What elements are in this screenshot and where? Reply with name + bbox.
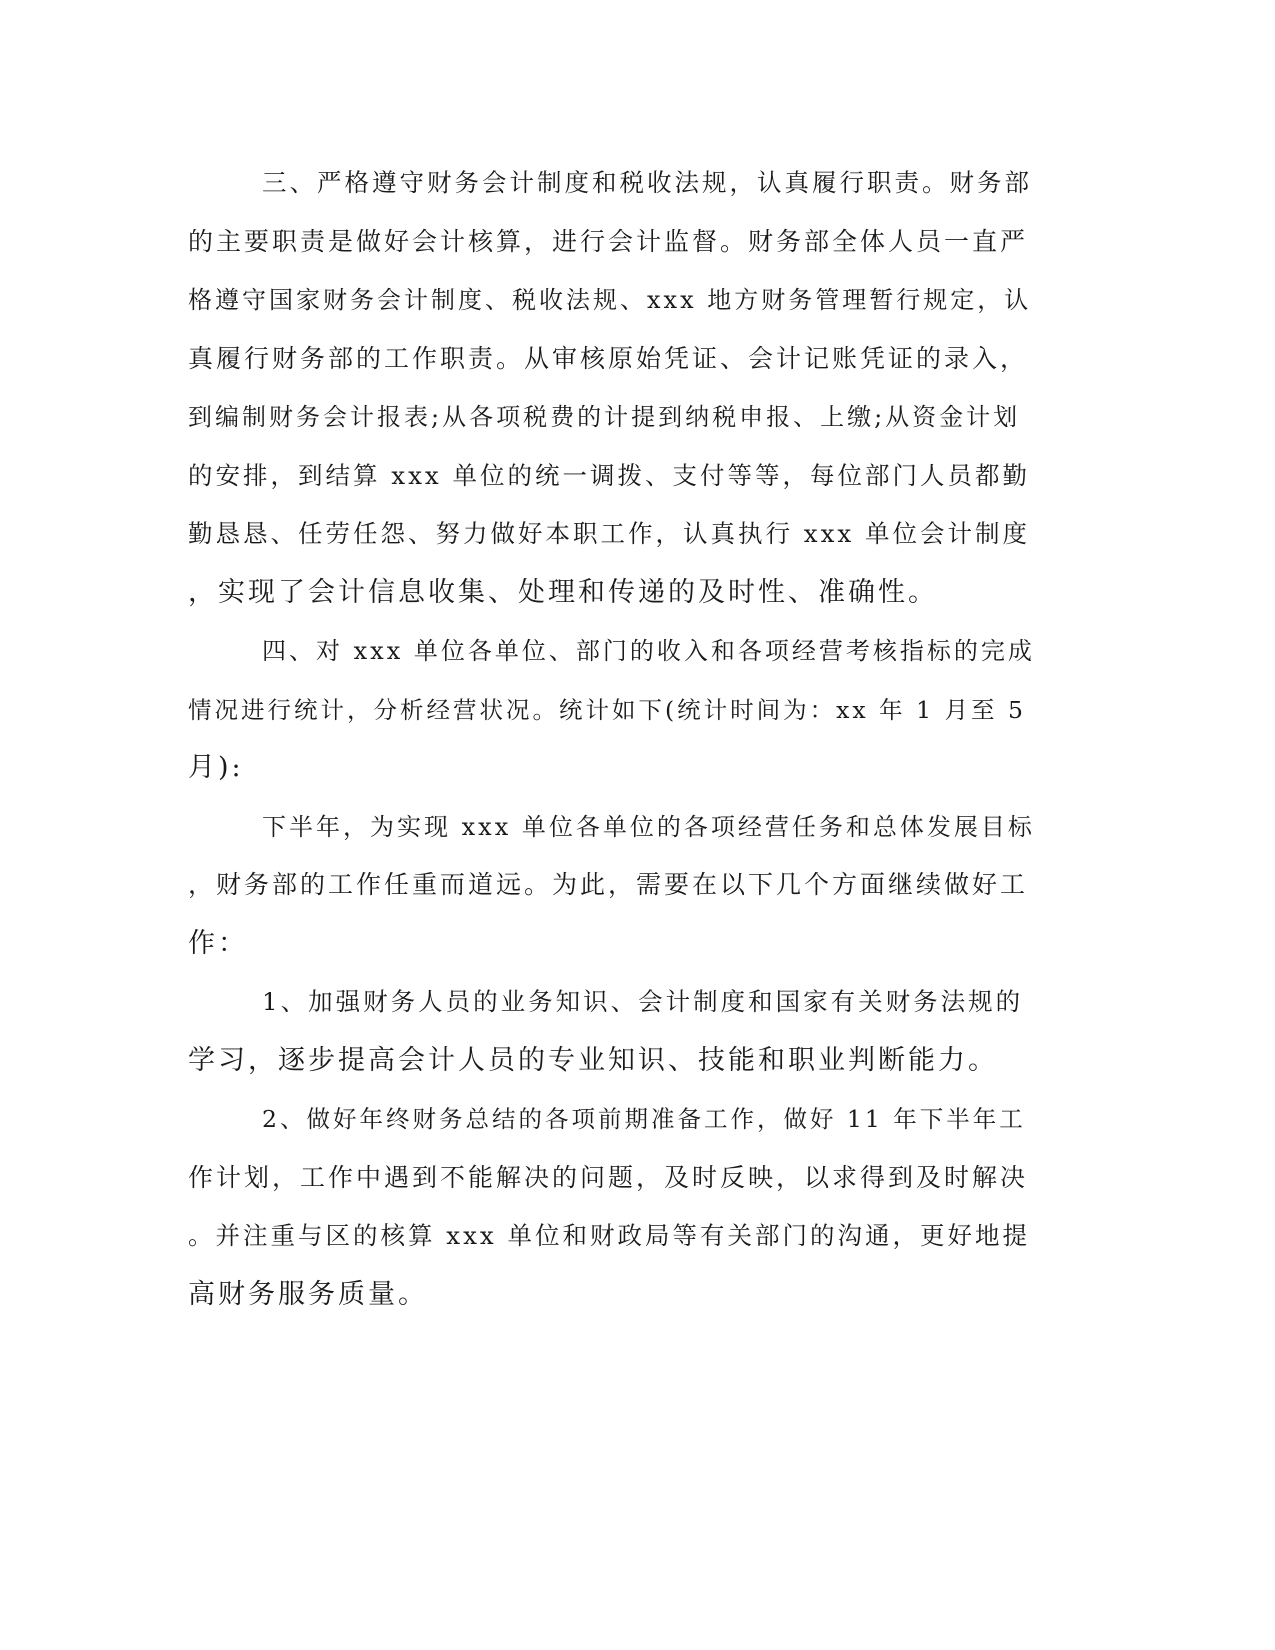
paragraph-5-line-1: 下半年，为实现 xxx 单位各单位的各项经营任务和总体发展目标 bbox=[262, 813, 1035, 841]
paragraph-3-line-2: 的主要职责是做好会计核算，进行会计监督。财务部全体人员一直严 bbox=[188, 227, 1029, 256]
paragraph-3-line-8: ，实现了会计信息收集、处理和传递的及时性、准确性。 bbox=[188, 577, 938, 608]
paragraph-3-line-5: 到编制财务会计报表;从各项税费的计提到纳税申报、上缴;从资金计划 bbox=[188, 403, 1021, 431]
paragraph-3-line-6: 的安排，到结算 xxx 单位的统一调拨、支付等等，每位部门人员都勤 bbox=[188, 461, 1031, 490]
paragraph-5-line-2: ，财务部的工作任重而道远。为此，需要在以下几个方面继续做好工 bbox=[188, 870, 1029, 899]
paragraph-4-line-2: 情况进行统计，分析经营状况。统计如下(统计时间为：xx 年 1 月至 5 bbox=[188, 696, 1026, 724]
list-item-1-line-1: 1、加强财务人员的业务知识、会计制度和国家有关财务法规的 bbox=[262, 987, 1024, 1016]
list-item-2-line-4: 高财务服务质量。 bbox=[188, 1279, 428, 1310]
paragraph-3-line-4: 真履行财务部的工作职责。从审核原始凭证、会计记账凭证的录入， bbox=[188, 344, 1029, 373]
paragraph-3-line-1: 三、严格遵守财务会计制度和税收法规，认真履行职责。财务部 bbox=[262, 168, 1032, 197]
list-item-2-line-1: 2、做好年终财务总结的各项前期准备工作，做好 11 年下半年工 bbox=[262, 1105, 1026, 1133]
paragraph-3-line-3: 格遵守国家财务会计制度、税收法规、xxx 地方财务管理暂行规定，认 bbox=[188, 286, 1032, 314]
list-item-2-line-2: 作计划，工作中遇到不能解决的问题，及时反映，以求得到及时解决 bbox=[188, 1163, 1029, 1192]
list-item-2-line-3: 。并注重与区的核算 xxx 单位和财政局等有关部门的沟通，更好地提 bbox=[188, 1221, 1031, 1250]
list-item-1-line-2: 学习，逐步提高会计人员的专业知识、技能和职业判断能力。 bbox=[188, 1045, 998, 1076]
paragraph-4-line-1: 四、对 xxx 单位各单位、部门的收入和各项经营考核指标的完成 bbox=[262, 637, 1035, 665]
paragraph-3-line-7: 勤恳恳、任劳任怨、努力做好本职工作，认真执行 xxx 单位会计制度 bbox=[188, 519, 1031, 548]
paragraph-5-line-3: 作： bbox=[188, 928, 248, 959]
paragraph-4-line-3: 月): bbox=[188, 752, 244, 783]
